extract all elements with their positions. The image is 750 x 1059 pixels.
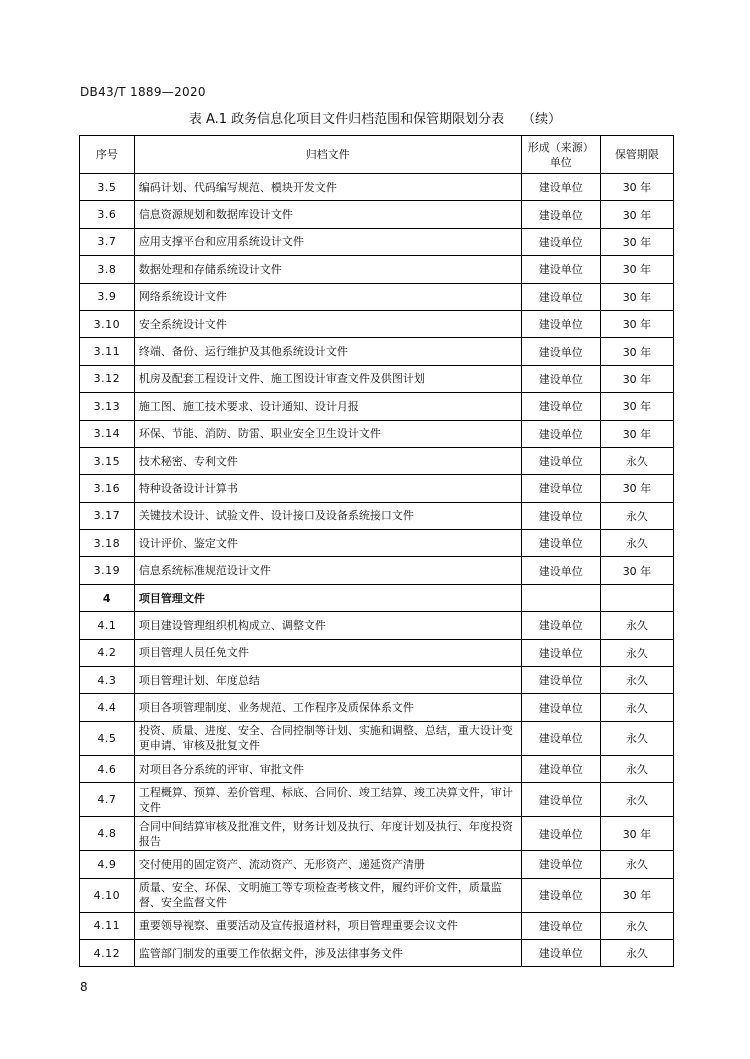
standard-code: DB43/T 1889—2020 bbox=[80, 85, 206, 99]
cell-unit: 建设单位 bbox=[521, 851, 600, 878]
cell-period: 永久 bbox=[600, 530, 673, 557]
table-row bbox=[80, 721, 674, 755]
cell-num: 3.7 bbox=[80, 228, 135, 255]
cell-unit: 建设单位 bbox=[521, 557, 600, 584]
table-row bbox=[80, 755, 674, 782]
cell-unit: 建设单位 bbox=[521, 283, 600, 310]
table-row bbox=[80, 256, 674, 283]
table-row bbox=[80, 783, 674, 817]
cell-period: 30 年 bbox=[600, 365, 673, 392]
table-row bbox=[80, 912, 674, 939]
cell-doc: 项目各项管理制度、业务规范、工作程序及质保体系文件 bbox=[134, 694, 521, 721]
table-row bbox=[80, 939, 674, 966]
cell-unit: 建设单位 bbox=[521, 447, 600, 474]
table-title-text: 表 A.1 政务信息化项目文件归档范围和保管期限划分表 bbox=[188, 112, 505, 127]
cell-num: 3.13 bbox=[80, 393, 135, 420]
cell-doc: 机房及配套工程设计文件、施工图设计审查文件及供图计划 bbox=[134, 365, 521, 392]
cell-num: 3.5 bbox=[80, 174, 135, 201]
cell-num: 3.9 bbox=[80, 283, 135, 310]
cell-period: 30 年 bbox=[600, 174, 673, 201]
table-row bbox=[80, 338, 674, 365]
cell-period: 永久 bbox=[600, 612, 673, 639]
cell-unit: 建设单位 bbox=[521, 817, 600, 851]
table-row bbox=[80, 557, 674, 584]
table-row bbox=[80, 420, 674, 447]
table-row bbox=[80, 283, 674, 310]
table-row bbox=[80, 502, 674, 529]
table-row bbox=[80, 310, 674, 337]
cell-doc: 特种设备设计计算书 bbox=[134, 475, 521, 502]
cell-num: 4.1 bbox=[80, 612, 135, 639]
cell-period: 30 年 bbox=[600, 420, 673, 447]
cell-num: 4.9 bbox=[80, 851, 135, 878]
cell-period: 30 年 bbox=[600, 557, 673, 584]
cell-doc: 项目管理文件 bbox=[134, 584, 521, 611]
page-number: 8 bbox=[80, 980, 88, 994]
cell-period: 30 年 bbox=[600, 393, 673, 420]
cell-period: 永久 bbox=[600, 755, 673, 782]
cell-unit: 建设单位 bbox=[521, 393, 600, 420]
cell-doc: 项目建设管理组织机构成立、调整文件 bbox=[134, 612, 521, 639]
cell-num: 4.5 bbox=[80, 721, 135, 755]
cell-doc: 设计评价、鉴定文件 bbox=[134, 530, 521, 557]
cell-period: 30 年 bbox=[600, 878, 673, 912]
cell-unit: 建设单位 bbox=[521, 939, 600, 966]
cell-doc: 信息系统标准规范设计文件 bbox=[134, 557, 521, 584]
cell-num: 4.2 bbox=[80, 639, 135, 666]
cell-unit: 建设单位 bbox=[521, 174, 600, 201]
cell-doc: 质量、安全、环保、文明施工等专项检查考核文件，履约评价文件，质量监督、安全监督文件 bbox=[134, 878, 521, 912]
cell-unit bbox=[521, 584, 600, 611]
cell-doc: 对项目各分系统的评审、审批文件 bbox=[134, 755, 521, 782]
cell-num: 3.14 bbox=[80, 420, 135, 447]
cell-period: 30 年 bbox=[600, 201, 673, 228]
cell-num: 3.11 bbox=[80, 338, 135, 365]
table-row bbox=[80, 201, 674, 228]
cell-period: 永久 bbox=[600, 783, 673, 817]
cell-unit: 建设单位 bbox=[521, 530, 600, 557]
cell-num: 4.3 bbox=[80, 667, 135, 694]
cell-doc: 环保、节能、消防、防雷、职业安全卫生设计文件 bbox=[134, 420, 521, 447]
cell-num: 4.4 bbox=[80, 694, 135, 721]
cell-doc: 编码计划、代码编写规范、模块开发文件 bbox=[134, 174, 521, 201]
table-row bbox=[80, 612, 674, 639]
cell-doc: 网络系统设计文件 bbox=[134, 283, 521, 310]
cell-unit: 建设单位 bbox=[521, 365, 600, 392]
cell-doc: 重要领导视察、重要活动及宣传报道材料，项目管理重要会议文件 bbox=[134, 912, 521, 939]
cell-doc: 数据处理和存储系统设计文件 bbox=[134, 256, 521, 283]
table-body bbox=[80, 174, 674, 967]
cell-num: 4 bbox=[80, 584, 135, 611]
cell-num: 4.12 bbox=[80, 939, 135, 966]
cell-unit: 建设单位 bbox=[521, 721, 600, 755]
cell-doc: 技术秘密、专利文件 bbox=[134, 447, 521, 474]
cell-num: 4.11 bbox=[80, 912, 135, 939]
cell-period: 30 年 bbox=[600, 475, 673, 502]
header-num: 序号 bbox=[80, 136, 135, 174]
cell-unit: 建设单位 bbox=[521, 878, 600, 912]
table-row bbox=[80, 694, 674, 721]
header-period: 保管期限 bbox=[600, 136, 673, 174]
cell-period: 永久 bbox=[600, 851, 673, 878]
table-row bbox=[80, 174, 674, 201]
cell-period: 30 年 bbox=[600, 228, 673, 255]
header-doc: 归档文件 bbox=[134, 136, 521, 174]
table-row bbox=[80, 851, 674, 878]
table-row bbox=[80, 475, 674, 502]
cell-unit: 建设单位 bbox=[521, 783, 600, 817]
cell-num: 4.8 bbox=[80, 817, 135, 851]
cell-doc: 终端、备份、运行维护及其他系统设计文件 bbox=[134, 338, 521, 365]
cell-period: 永久 bbox=[600, 912, 673, 939]
cell-unit: 建设单位 bbox=[521, 338, 600, 365]
cell-unit: 建设单位 bbox=[521, 228, 600, 255]
cell-doc: 合同中间结算审核及批准文件，财务计划及执行、年度计划及执行、年度投资报告 bbox=[134, 817, 521, 851]
cell-unit: 建设单位 bbox=[521, 639, 600, 666]
cell-doc: 监管部门制发的重要工作依据文件，涉及法律事务文件 bbox=[134, 939, 521, 966]
cell-period: 30 年 bbox=[600, 283, 673, 310]
cell-unit: 建设单位 bbox=[521, 612, 600, 639]
cell-period bbox=[600, 584, 673, 611]
cell-unit: 建设单位 bbox=[521, 310, 600, 337]
table-row bbox=[80, 228, 674, 255]
section-row bbox=[80, 584, 674, 611]
cell-unit: 建设单位 bbox=[521, 694, 600, 721]
cell-period: 30 年 bbox=[600, 338, 673, 365]
table-title-continued: （续） bbox=[522, 112, 562, 127]
cell-num: 3.15 bbox=[80, 447, 135, 474]
table-row bbox=[80, 530, 674, 557]
cell-period: 永久 bbox=[600, 939, 673, 966]
cell-unit: 建设单位 bbox=[521, 256, 600, 283]
cell-period: 永久 bbox=[600, 721, 673, 755]
cell-doc: 项目管理人员任免文件 bbox=[134, 639, 521, 666]
cell-num: 3.16 bbox=[80, 475, 135, 502]
cell-period: 30 年 bbox=[600, 817, 673, 851]
archive-scope-table bbox=[79, 135, 674, 967]
cell-unit: 建设单位 bbox=[521, 201, 600, 228]
cell-num: 4.10 bbox=[80, 878, 135, 912]
table-row bbox=[80, 393, 674, 420]
cell-unit: 建设单位 bbox=[521, 475, 600, 502]
cell-num: 3.10 bbox=[80, 310, 135, 337]
cell-unit: 建设单位 bbox=[521, 755, 600, 782]
cell-num: 4.7 bbox=[80, 783, 135, 817]
cell-period: 30 年 bbox=[600, 256, 673, 283]
cell-period: 永久 bbox=[600, 639, 673, 666]
cell-period: 永久 bbox=[600, 667, 673, 694]
cell-unit: 建设单位 bbox=[521, 502, 600, 529]
header-unit: 形成（来源）单位 bbox=[521, 136, 600, 174]
cell-period: 永久 bbox=[600, 502, 673, 529]
table-row bbox=[80, 667, 674, 694]
table-row bbox=[80, 639, 674, 666]
cell-unit: 建设单位 bbox=[521, 667, 600, 694]
table-title bbox=[0, 108, 750, 127]
table-header-row bbox=[80, 136, 674, 174]
cell-unit: 建设单位 bbox=[521, 912, 600, 939]
cell-unit: 建设单位 bbox=[521, 420, 600, 447]
table-row bbox=[80, 817, 674, 851]
table-row bbox=[80, 878, 674, 912]
cell-period: 永久 bbox=[600, 694, 673, 721]
cell-doc: 投资、质量、进度、安全、合同控制等计划、实施和调整、总结，重大设计变更申请、审核及批复文件 bbox=[134, 721, 521, 755]
table-row bbox=[80, 365, 674, 392]
cell-doc: 项目管理计划、年度总结 bbox=[134, 667, 521, 694]
cell-num: 3.18 bbox=[80, 530, 135, 557]
cell-num: 4.6 bbox=[80, 755, 135, 782]
cell-doc: 交付使用的固定资产、流动资产、无形资产、递延资产清册 bbox=[134, 851, 521, 878]
cell-num: 3.17 bbox=[80, 502, 135, 529]
cell-doc: 应用支撑平台和应用系统设计文件 bbox=[134, 228, 521, 255]
cell-doc: 关键技术设计、试验文件、设计接口及设备系统接口文件 bbox=[134, 502, 521, 529]
cell-num: 3.12 bbox=[80, 365, 135, 392]
cell-doc: 安全系统设计文件 bbox=[134, 310, 521, 337]
cell-num: 3.19 bbox=[80, 557, 135, 584]
table-row bbox=[80, 447, 674, 474]
cell-doc: 工程概算、预算、差价管理、标底、合同价、竣工结算、竣工决算文件，审计文件 bbox=[134, 783, 521, 817]
cell-num: 3.8 bbox=[80, 256, 135, 283]
cell-doc: 施工图、施工技术要求、设计通知、设计月报 bbox=[134, 393, 521, 420]
cell-doc: 信息资源规划和数据库设计文件 bbox=[134, 201, 521, 228]
cell-num: 3.6 bbox=[80, 201, 135, 228]
cell-period: 永久 bbox=[600, 447, 673, 474]
cell-period: 30 年 bbox=[600, 310, 673, 337]
